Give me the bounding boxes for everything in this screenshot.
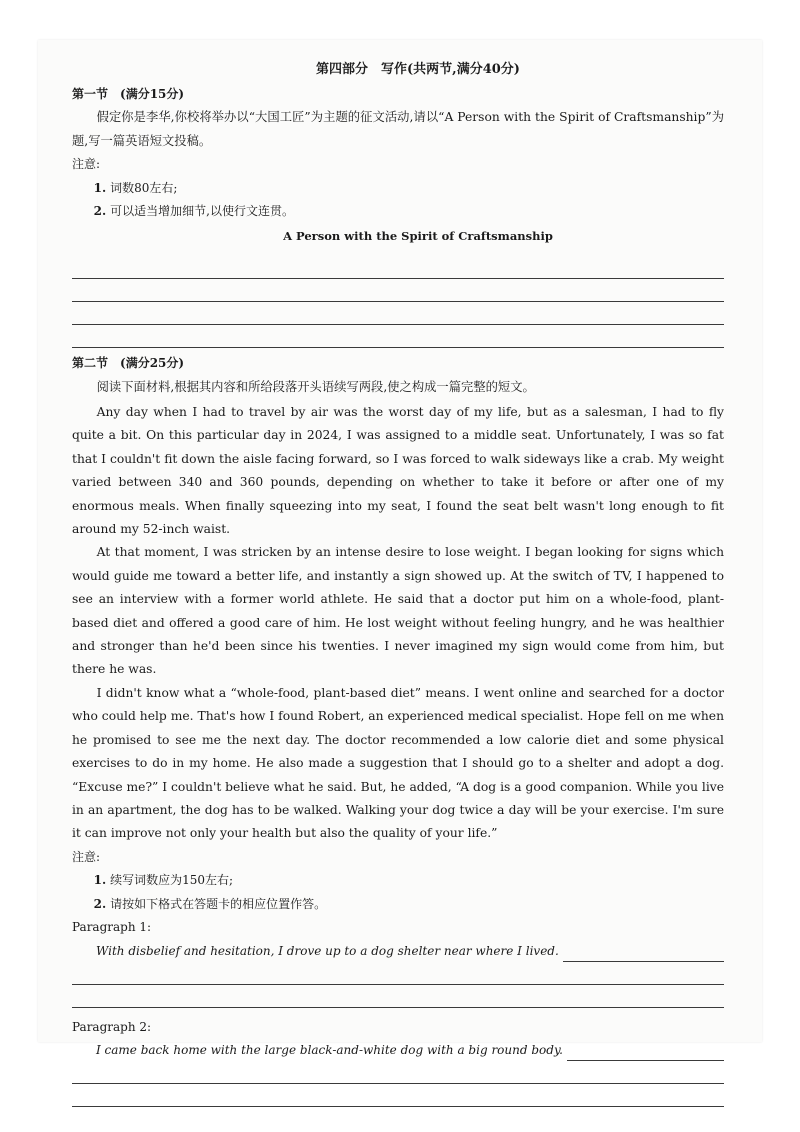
writing-line[interactable] xyxy=(72,1084,724,1107)
story-paragraph: At that moment, I was stricken by an intense desire to lose weight. I began looking for signs which would guide me toward a better life, and instantly a sign showed up. At the switch of TV, I happened to see an interview with a former world athlete. He said that a doctor put him on a whole-food, plant-based diet and offered a good care of him. He lost weight without feeling hungry, and he was healthier and stronger than he'd been since his twenties. I never imagined my sign would come from him, but there he was. xyxy=(72,545,724,677)
story-paragraph: I didn't know what a “whole-food, plant-based diet” means. I went online and searched for a doctor who could help me. That's how I found Robert, an experienced medical specialist. Hope fell on me when he promised to see me the next day. The doctor recommended a low calorie diet and some physical exercises to do in my home. He also made a suggestion that I should go to a shelter and adopt a dog. “Excuse me?” I couldn't believe what he said. But, he added, “A dog is a good companion. While you live in an apartment, the dog has to be walked. Walking your dog twice a day will be your exercise. I'm sure it can improve not only your health but also the quality of your life.” xyxy=(72,685,724,841)
writing-line[interactable] xyxy=(72,279,724,302)
section1-note-label: 注意: xyxy=(72,157,101,171)
section1-instruction: 假定你是李华,你校将举办以“大国工匠”为主题的征文活动,请以“A Person with the Spirit of Craftsmanship”为题,写一篇英语短文投稿。 xyxy=(72,110,724,148)
note-text: 请按如下格式在答题卡的相应位置作答。 xyxy=(110,896,327,911)
section1-writing-area[interactable] xyxy=(72,256,724,348)
note-number: 2. xyxy=(93,204,107,218)
section2-label: 第二节 xyxy=(72,356,109,370)
section1-heading xyxy=(72,83,724,107)
part-title: 第四部分 写作(共两节,满分40分) xyxy=(316,62,520,77)
section1-score: (满分15分) xyxy=(120,86,185,101)
paragraph1-start xyxy=(72,940,724,962)
writing-line[interactable] xyxy=(72,985,724,1008)
section2-score: (满分25分) xyxy=(120,356,185,370)
writing-line[interactable] xyxy=(72,1061,724,1084)
section1-note-item xyxy=(72,177,724,201)
story-paragraph: Any day when I had to travel by air was the worst day of my life, but as a salesman, I had to fly quite a bit. On this particular day in 2024, I was assigned to a middle seat. Unfortunately, I was so fat that I couldn't fit down the aisle facing forward, so I was forced to walk sideways like a crab. My weight varied between 340 and 360 pounds, depending on whether to take it before or after one of my enormous meals. When finally squeezing into my seat, I found the seat belt wasn't long enough to fit around my 52-inch waist. xyxy=(72,405,724,537)
writing-line[interactable] xyxy=(72,256,724,279)
writing-line[interactable] xyxy=(72,302,724,325)
section2-note-item xyxy=(72,893,724,917)
section2-note-item xyxy=(72,869,724,893)
exam-content xyxy=(72,58,724,1107)
story-text xyxy=(72,401,724,846)
paragraph2-start xyxy=(72,1039,724,1061)
paragraph1-start-text: With disbelief and hesitation, I drove up to a dog shelter near where I lived. xyxy=(96,943,559,958)
writing-line[interactable] xyxy=(567,1044,724,1061)
note-text: 续写词数应为150左右; xyxy=(110,873,234,888)
paragraph1-label: Paragraph 1: xyxy=(72,920,152,935)
section1-note-item xyxy=(72,200,724,224)
paragraph2-start-text: I came back home with the large black-and-white dog with a big round body. xyxy=(96,1043,563,1058)
paragraph2-label: Paragraph 2: xyxy=(72,1019,152,1034)
writing-line[interactable] xyxy=(563,945,724,962)
note-number: 2. xyxy=(93,896,107,911)
note-text: 词数80左右; xyxy=(110,180,178,195)
writing-line[interactable] xyxy=(72,325,724,348)
section2-instruction: 阅读下面材料,根据其内容和所给段落开头语续写两段,使之构成一篇完整的短文。 xyxy=(96,379,535,394)
note-number: 1. xyxy=(93,180,107,195)
section2-heading xyxy=(72,352,724,376)
writing-line[interactable] xyxy=(72,962,724,985)
section1-label: 第一节 xyxy=(72,86,109,101)
note-text: 可以适当增加细节,以使行文连贯。 xyxy=(110,204,294,218)
note-number: 1. xyxy=(93,873,107,888)
section2-note-label: 注意: xyxy=(72,849,101,864)
essay-title: A Person with the Spirit of Craftsmanship xyxy=(283,228,553,243)
